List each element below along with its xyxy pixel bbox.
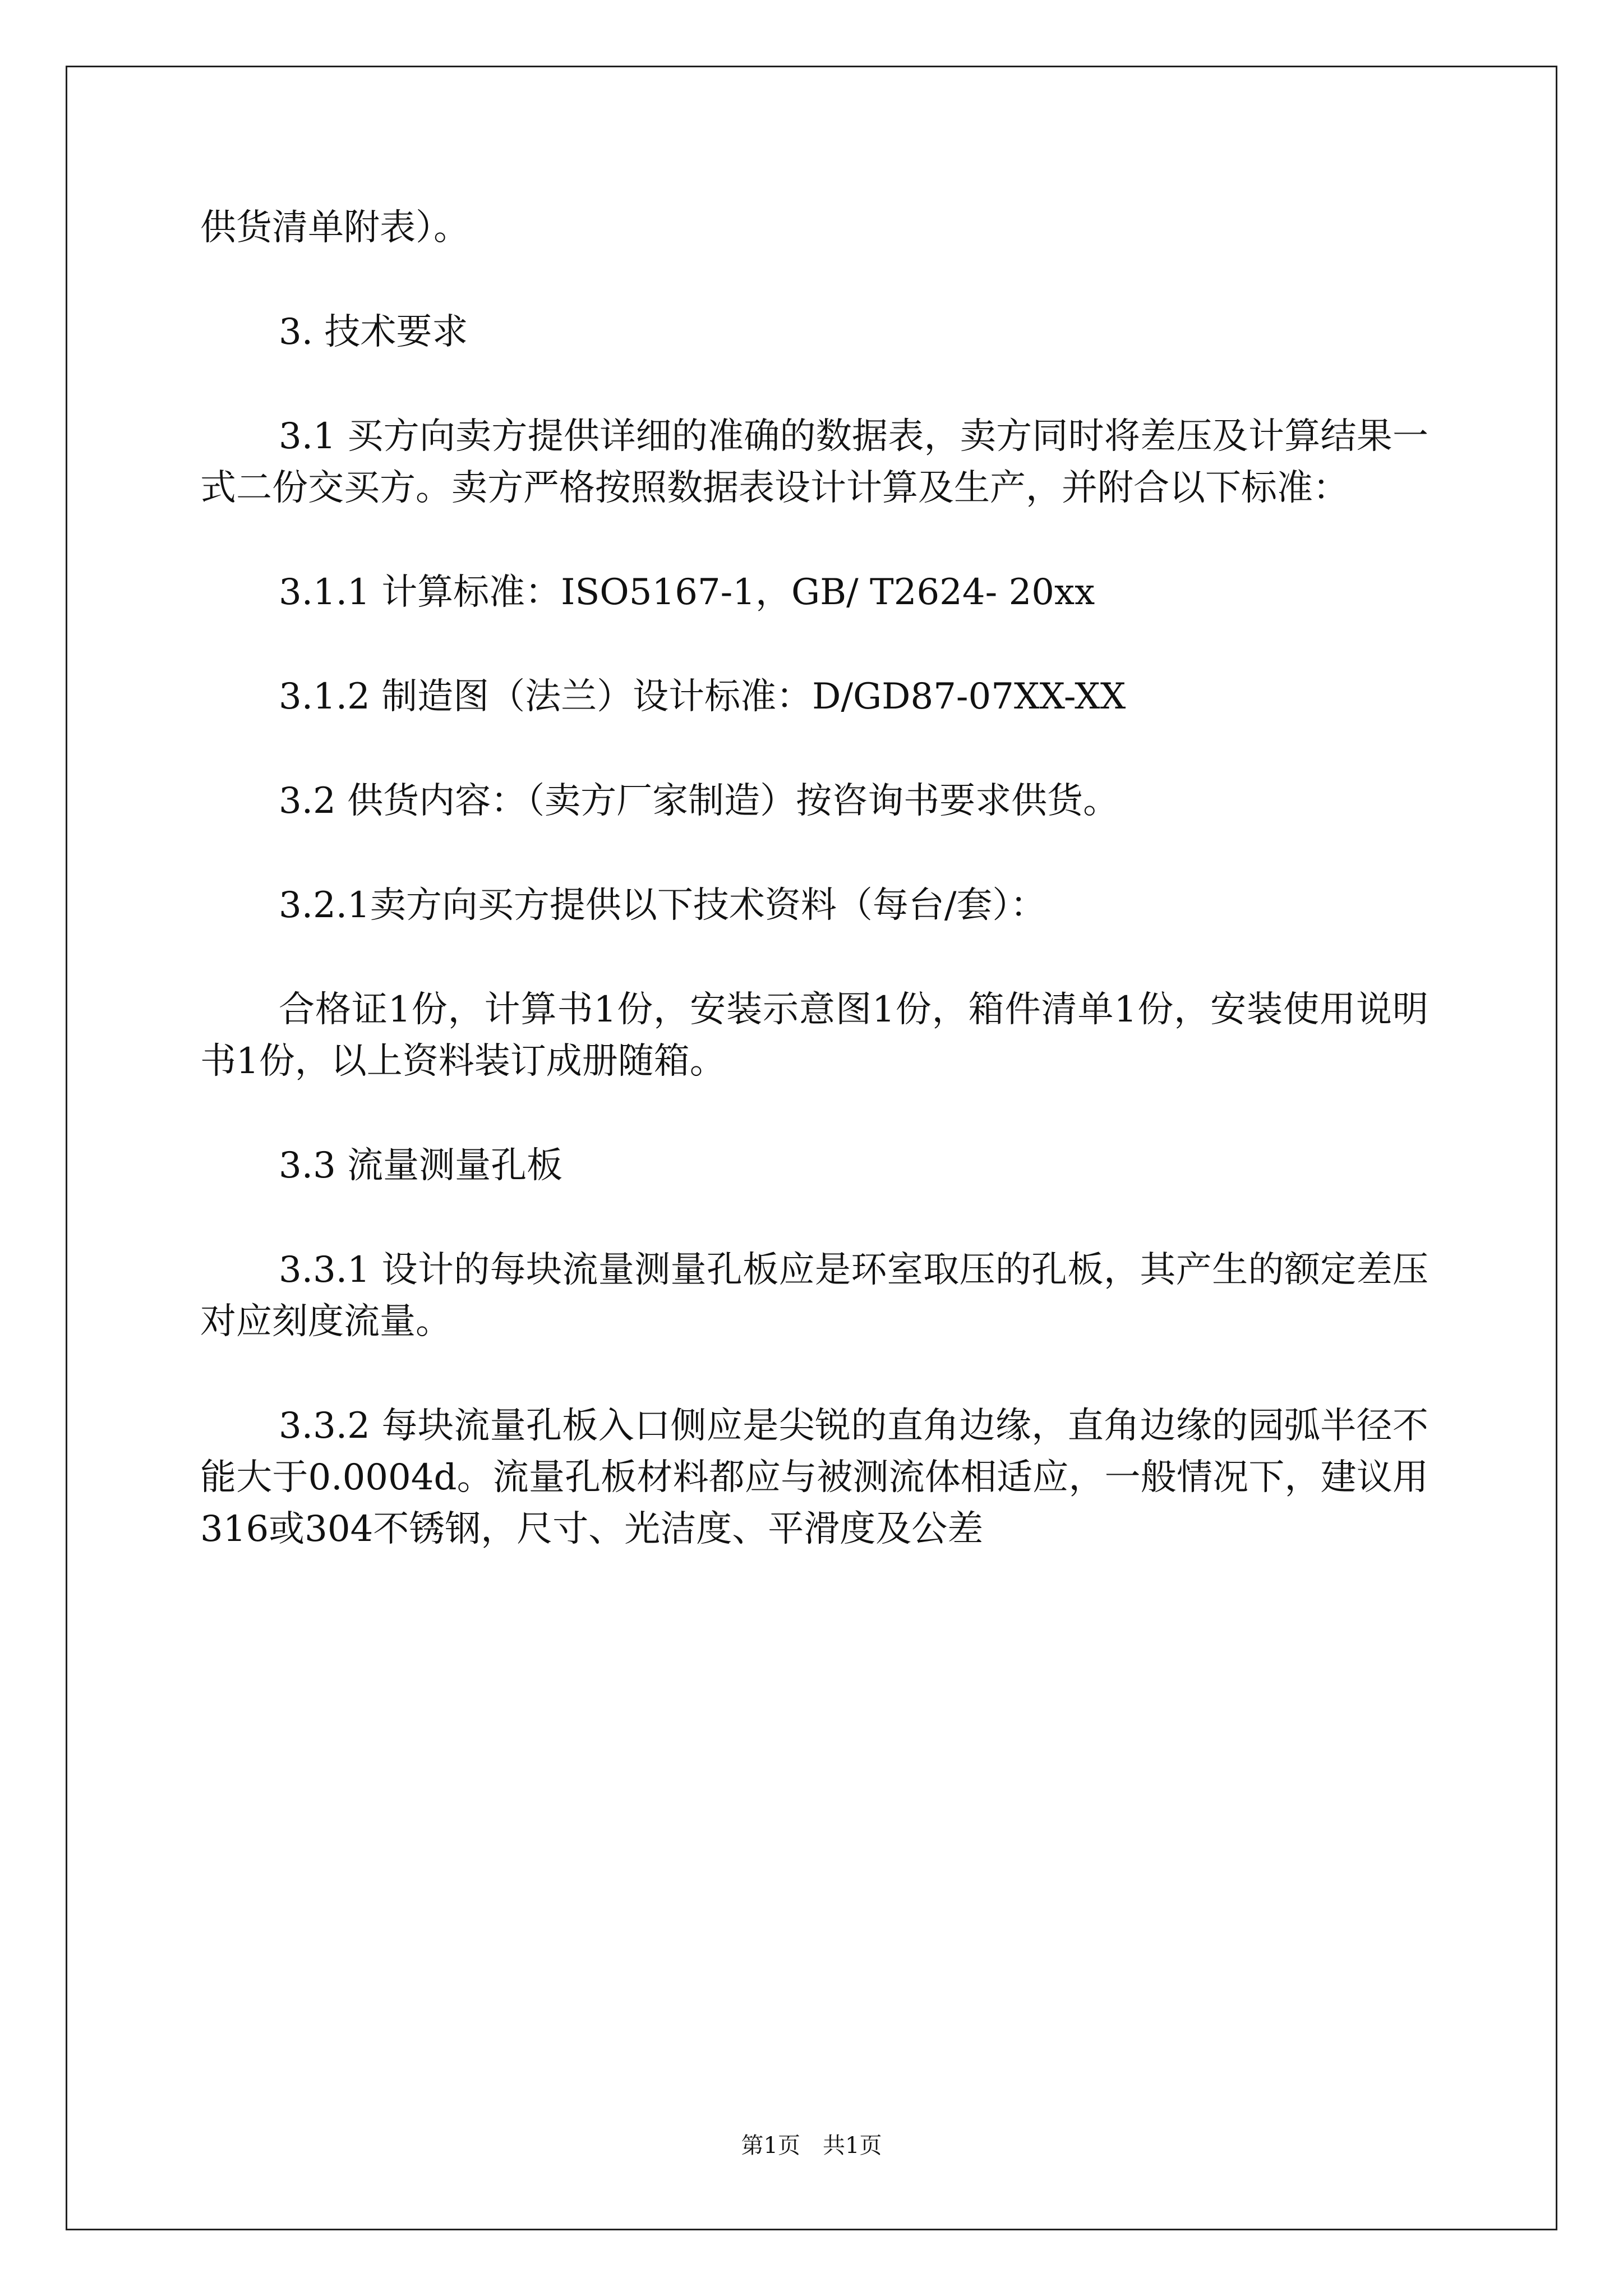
paragraph-documents-list: 合格证1份，计算书1份，安装示意图1份，箱件清单1份，安装使用说明书1份，以上资料装订成册随箱。 (200, 989, 1428, 1082)
heading-technical-requirements: 3. 技术要求 (279, 311, 468, 353)
paragraph-3-1: 3.1 买方向卖方提供详细的准确的数据表，卖方同时将差压及计算结果一式二份交买方。卖方严格按照数据表设计计算及生产，并附合以下标准： (200, 416, 1428, 509)
paragraph-1: 供货清单附表）。 (200, 207, 469, 249)
paragraph-3-3-1: 3.3.1 设计的每块流量测量孔板应是环室取压的孔板，其产生的额定差压对应刻度流量。 (200, 1249, 1428, 1342)
page-footer: 第1页 共1页 (741, 2133, 882, 2159)
paragraph-3-2: 3.2 供货内容：（卖方厂家制造）按咨询书要求供货。 (279, 780, 1119, 822)
paragraph-3-1-1: 3.1.1 计算标准：ISO5167-1，GB/ T2624- 20xx (279, 572, 1095, 613)
paragraph-3-1-2: 3.1.2 制造图（法兰）设计标准：D/GD87-07XX-XX (279, 676, 1126, 717)
document-body (200, 202, 1428, 1608)
paragraph-3-3-2: 3.3.2 每块流量孔板入口侧应是尖锐的直角边缘，直角边缘的园弧半径不能大于0.0004d。流量孔板材料都应与被测流体相适应，一般情况下，建议用316或304不锈钢，尺寸、光洁度、平滑度及公差 (200, 1405, 1428, 1550)
paragraph-3-2-1: 3.2.1卖方向买方提供以下技术资料（每台/套）： (279, 885, 1046, 926)
heading-3-3: 3.3 流量测量孔板 (279, 1145, 563, 1186)
